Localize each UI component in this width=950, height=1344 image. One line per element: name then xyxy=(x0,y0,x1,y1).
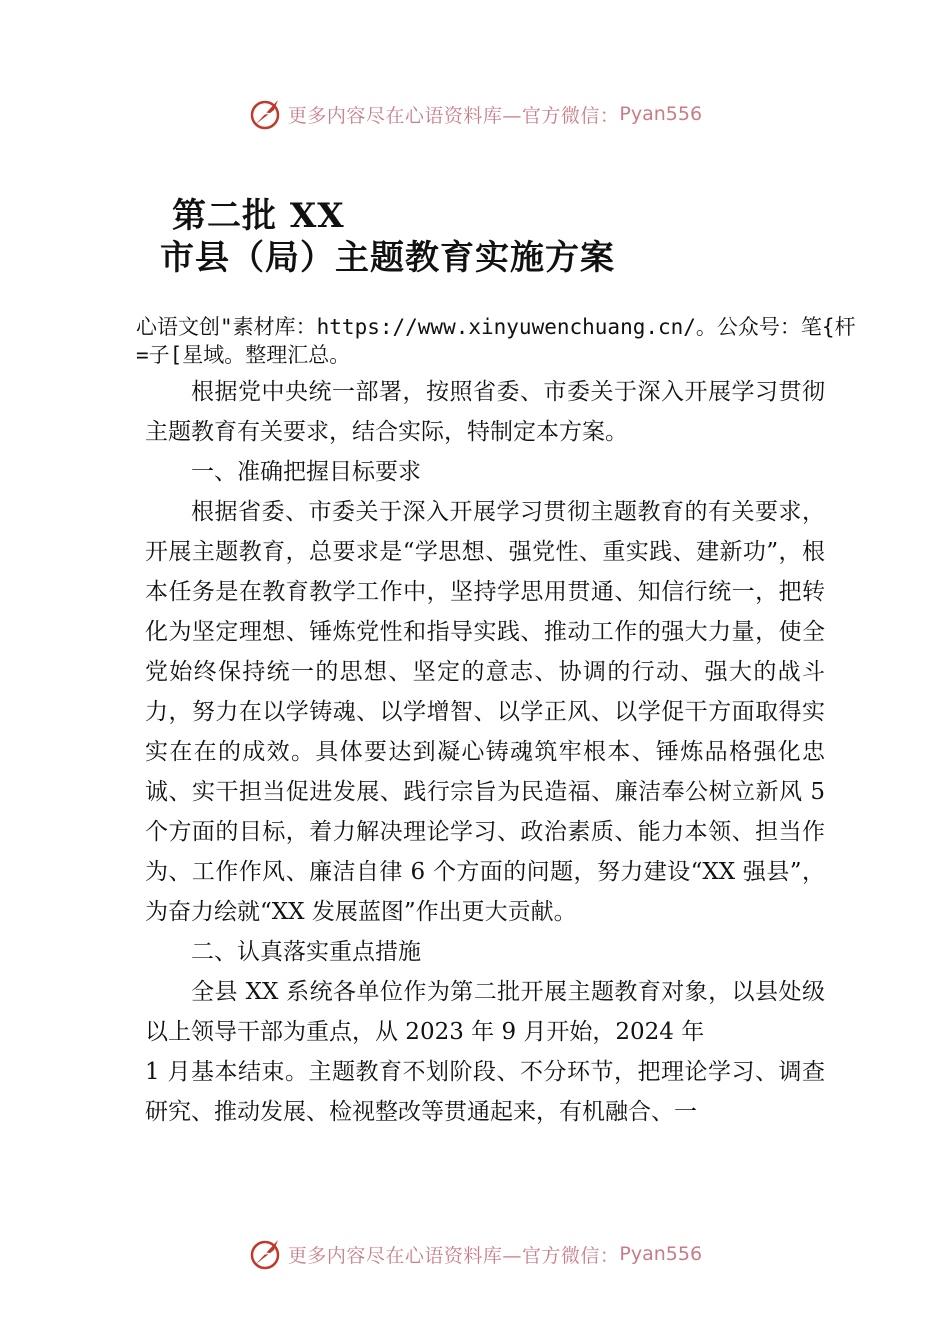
paragraph-measures: 全县 XX 系统各单位作为第二批开展主题教育对象，以县处级以上领导干部为重点，从 2023 年 9 月开始，2024 年 xyxy=(145,979,825,1045)
document-title-line2: 市县（局）主题教育实施方案 xyxy=(160,238,615,278)
banner-wechat-id: Pyan556 xyxy=(619,1243,703,1265)
quill-logo-icon xyxy=(248,96,284,132)
banner-text: 更多内容尽在心语资料库—官方微信： xyxy=(287,104,620,127)
paragraph-measures-cont: 1 月基本结束。主题教育不划阶段、不分环节，把理论学习、调查研究、推动发展、检视整改等贯通起来，有机融合、一 xyxy=(145,1059,825,1125)
footer-watermark-banner xyxy=(0,1234,950,1274)
document-title-line1: 第二批 XX xyxy=(172,196,345,236)
banner-wechat-id: Pyan556 xyxy=(619,103,703,125)
banner-text: 更多内容尽在心语资料库—官方微信： xyxy=(287,1244,620,1267)
quill-logo-icon xyxy=(248,1236,284,1272)
document-body xyxy=(145,372,825,1132)
source-note: 心语文创"素材库：https://www.xinyuwenchuang.cn/。公众号：笔{杆=子[星域。整理汇总。 xyxy=(136,315,856,367)
header-watermark-banner xyxy=(0,94,950,134)
section-heading-2: 二、认真落实重点措施 xyxy=(191,939,421,965)
paragraph-intro: 根据党中央统一部署，按照省委、市委关于深入开展学习贯彻主题教育有关要求，结合实际，特制定本方案。 xyxy=(145,379,825,445)
section-heading-1: 一、准确把握目标要求 xyxy=(191,459,421,485)
paragraph-goals: 根据省委、市委关于深入开展学习贯彻主题教育的有关要求，开展主题教育，总要求是“学思想、强党性、重实践、建新功”，根本任务是在教育教学工作中，坚持学思用贯通、知信行统一，把转化为坚定理想、锤炼党性和指导实践、推动工作的强大力量，使全党始终保持统一的思想、坚定的意志、协调的行动、强大的战斗力，努力在以学铸魂、以学增智、以学正风、以学促干方面取得实实在在的成效。具体要达到凝心铸魂筑牢根本、锤炼品格强化忠诚、实干担当促进发展、践行宗旨为民造福、廉洁奉公树立新风 5 个方面的目标，着力解决理论学习、政治素质、能力本领、担当作为、工作作风、廉洁自律 6 个方面的问题，努力建设“XX 强县”，为奋力绘就“XX 发展蓝图”作出更大贡献。 xyxy=(145,499,825,925)
